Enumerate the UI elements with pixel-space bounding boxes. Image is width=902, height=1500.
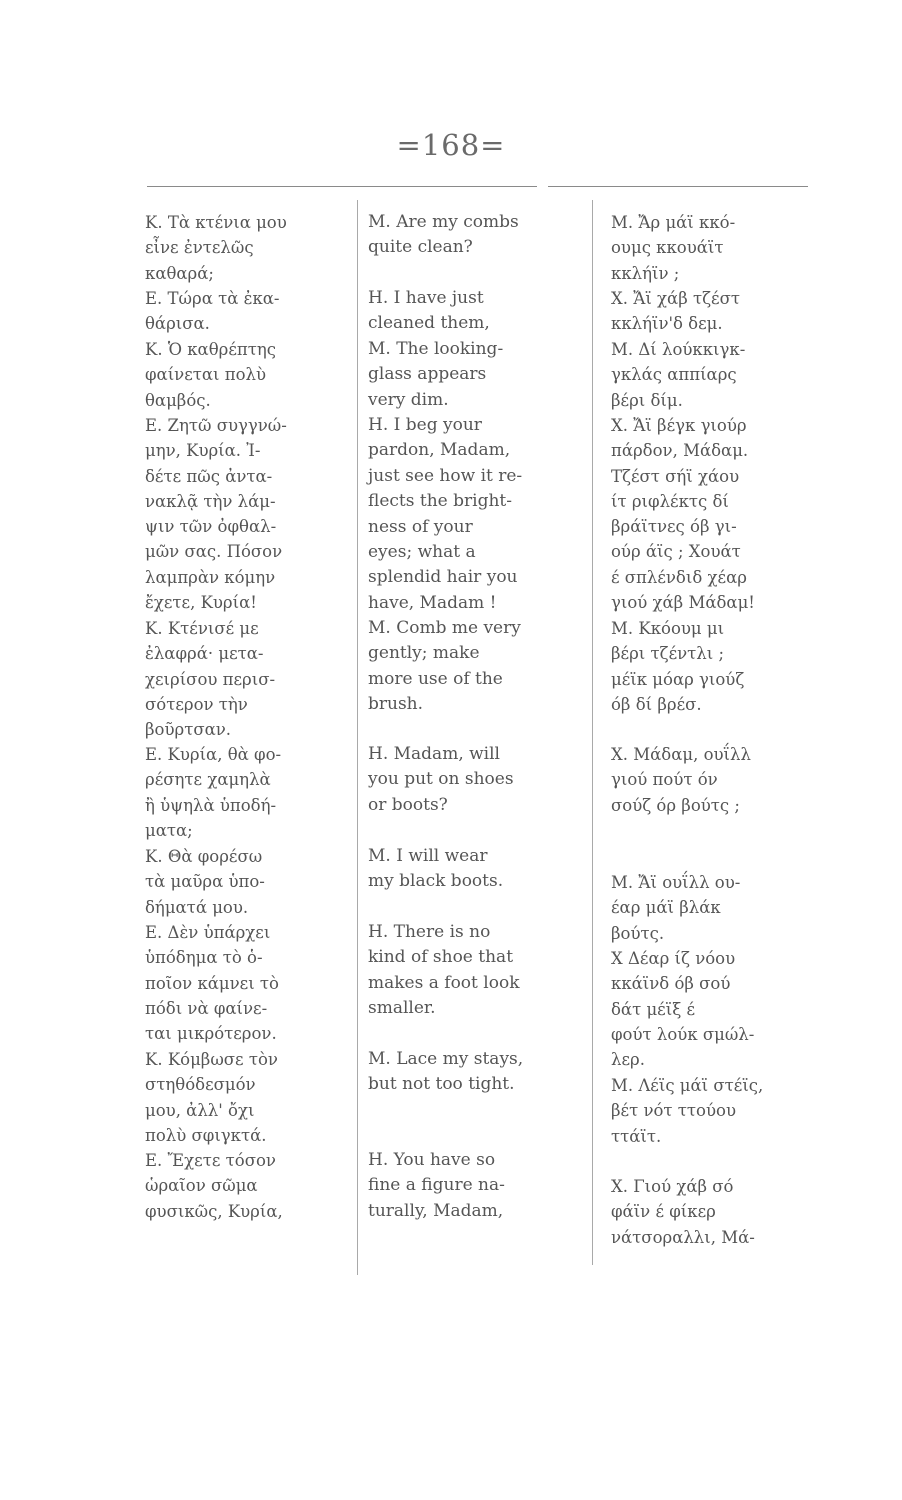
greek-entry-5: Κ. Κτένισέ με ἐλαφρά· μετα- χειρίσου περισ- σότερον τὴν βοῦρτσαν. [145, 619, 276, 740]
translit-entry-8: Χ Δέαρ ίζ νόου κκάϊνδ όβ σού δάτ μέϊξ έ φούτ λούκ σμώλ- λερ. [611, 949, 755, 1070]
english-entry-10: H. You have so fine a figure na- turally, Madam, [368, 1150, 505, 1221]
translit-entry-4: Χ. Ἄϊ βέγκ γιούρ πάρδον, Μάδαμ. Τζέστ σήϊ χάου ίτ ριφλέκτς δί βράϊτνες όβ γι- ούρ άϊς ; Χουάτ έ σπλένδιδ χέαρ γιού χάβ Μάδαμ! [611, 416, 755, 613]
english-entry-1: M. Are my combs quite clean? [368, 212, 519, 258]
translit-entry-9: Μ. Λέϊς μάϊ στέϊς, βέτ νότ ττούου ττάϊτ. [611, 1076, 764, 1146]
english-entry-2: H. I have just cleaned them, [368, 288, 490, 334]
header-rule-left [147, 186, 537, 187]
translit-entry-10: Χ. Γιού χάβ σό φάϊν έ φίκερ νάτσοραλλι, Μά- [611, 1177, 755, 1247]
greek-entry-9: Κ. Κόμβωσε τὸν στηθόδεσμόν μου, ἀλλ' ὄχι πολὺ σφιγκτά. [145, 1050, 278, 1145]
column-divider-right [592, 200, 593, 1265]
column-divider-left [357, 200, 358, 1275]
english-entry-6: H. Madam, will you put on shoes or boots? [368, 744, 514, 815]
greek-entry-6: Ε. Κυρία, θὰ φο- ρέσητε χαμηλὰ ἢ ὑψηλὰ ὑποδή- ματα; [145, 745, 282, 840]
english-entry-7: M. I will wear my black boots. [368, 846, 504, 892]
greek-entry-1: Κ. Τὰ κτένια μου εἶνε ἐντελῶς καθαρά; [145, 213, 287, 283]
translit-entry-5: Μ. Κκόουμ μι βέρι τζέντλι ; μέϊκ μόαρ γιούζ όβ δί βρέσ. [611, 619, 745, 714]
greek-entry-3: Κ. Ὁ καθρέπτης φαίνεται πολὺ θαμβός. [145, 340, 276, 410]
translit-entry-3: Μ. Δί λούκκιγκ- γκλάς αππίαρς βέρι δίμ. [611, 340, 746, 410]
translit-entry-1: Μ. Ἄρ μάϊ κκό- ουμς κκουάϊτ κκλήϊν ; [611, 213, 736, 283]
greek-entry-10: Ε. Ἔχετε τόσον ὡραῖον σῶμα φυσικῶς, Κυρία, [145, 1151, 283, 1221]
english-entry-8: H. There is no kind of shoe that makes a foot look smaller. [368, 922, 520, 1019]
greek-entry-7: Κ. Θὰ φορέσω τὰ μαῦρα ὑπο- δήματά μου. [145, 847, 265, 917]
translit-entry-6: Χ. Μάδαμ, ουΐλλ γιού πούτ όν σούζ όρ βούτς ; [611, 745, 751, 815]
english-entry-3: M. The looking- glass appears very dim. [368, 339, 504, 410]
english-entry-9: M. Lace my stays, but not too tight. [368, 1049, 524, 1095]
greek-entry-4: Ε. Ζητῶ συγγνώ- μην, Κυρία. Ἰ- δέτε πῶς ἀντα- νακλᾷ τὴν λάμ- ψιν τῶν ὀφθαλ- μῶν σας. Πόσον λαμπρὰν κόμην ἔχετε, Κυρία! [145, 416, 287, 613]
english-entry-5: M. Comb me very gently; make more use of the brush. [368, 618, 521, 715]
translit-entry-2: Χ. Ἄϊ χάβ τζέστ κκλήϊν'δ δεμ. [611, 289, 740, 334]
greek-entry-8: Ε. Δὲν ὑπάρχει ὑπόδημα τὸ ὁ- ποῖον κάμνει τὸ πόδι νὰ φαίνε- ται μικρότερον. [145, 923, 279, 1044]
page-number: =168= [396, 128, 506, 162]
greek-entry-2: Ε. Τώρα τὰ ἐκα- θάρισα. [145, 289, 280, 334]
header-rule-right [548, 186, 808, 187]
english-entry-4: H. I beg your pardon, Madam, just see how it re- flects the bright- ness of your eyes; what a splendid hair you have, Madam ! [368, 415, 523, 613]
translit-entry-7: Μ. Ἄϊ ουΐλλ ου- έαρ μάϊ βλάκ βούτς. [611, 873, 741, 943]
